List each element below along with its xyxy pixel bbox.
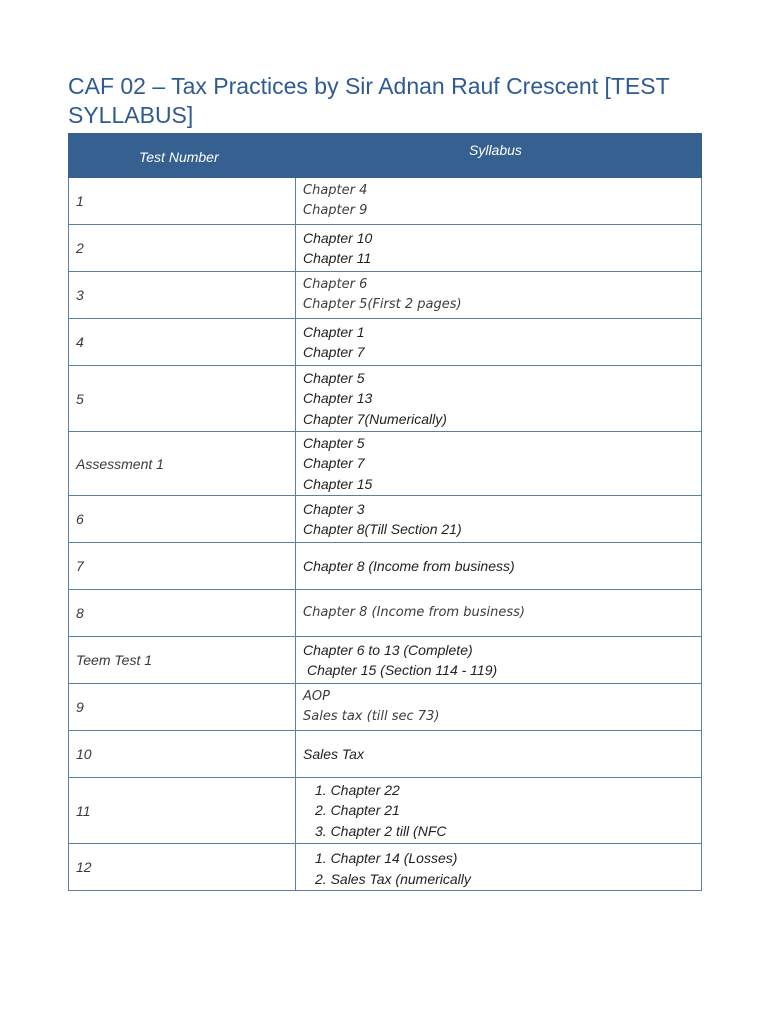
table-row: [69, 432, 702, 496]
syllabus-cell: [296, 178, 702, 225]
syllabus-cell: [296, 319, 702, 366]
syllabus-line: Chapter 7: [303, 344, 365, 360]
table-row: [69, 731, 702, 778]
table-row: [69, 637, 702, 684]
syllabus-cell: [296, 496, 702, 543]
syllabus-line: Chapter 15: [303, 475, 373, 492]
table-row: [69, 319, 702, 366]
numbered-list-item: 2. Sales Tax (numerically: [315, 870, 471, 887]
syllabus-line: Chapter 13: [303, 390, 373, 407]
test-number-cell: 12: [69, 844, 296, 891]
test-number-cell: 6: [69, 496, 296, 543]
syllabus-line: Chapter 8 (Income from business): [303, 557, 515, 574]
test-number-cell: 10: [69, 731, 296, 778]
syllabus-line: Chapter 15 (Section 114 - 119): [307, 662, 498, 678]
syllabus-line: Sales tax (till sec 73): [303, 709, 440, 724]
syllabus-line: Chapter 8 (Income from business): [303, 604, 525, 620]
table-row: [69, 778, 702, 844]
syllabus-cell: [296, 684, 702, 731]
syllabus-line: Chapter 7(Numerically): [303, 410, 447, 427]
table-row: [69, 543, 702, 590]
syllabus-line: Chapter 5: [303, 369, 365, 386]
table-row: [69, 178, 702, 225]
syllabus-cell: [296, 844, 702, 891]
test-number-cell: 2: [69, 225, 296, 272]
table-row: [69, 496, 702, 543]
document-title: CAF 02 – Tax Practices by Sir Adnan Rauf Crescent [TEST SYLLABUS]: [68, 73, 670, 128]
syllabus-line: Chapter 5: [303, 434, 365, 451]
syllabus-line: Chapter 7: [303, 455, 365, 472]
syllabus-cell: [296, 543, 702, 590]
numbered-list-item: 1. Chapter 14 (Losses): [315, 850, 458, 866]
syllabus-line: Chapter 6 to 13 (Complete): [303, 641, 473, 658]
syllabus-line: Chapter 1: [303, 323, 365, 340]
syllabus-cell: [296, 272, 702, 319]
header-syllabus: Syllabus: [296, 134, 702, 178]
table-row: [69, 366, 702, 432]
test-number-cell: 4: [69, 319, 296, 366]
syllabus-line: AOP: [303, 688, 330, 704]
test-number-cell: Teem Test 1: [69, 637, 296, 684]
test-number-cell: 7: [69, 543, 296, 590]
numbered-list-item: 2. Chapter 21: [315, 802, 400, 819]
numbered-list-item: 3. Chapter 2 till (NFC: [315, 822, 447, 839]
table-row: [69, 684, 702, 731]
syllabus-cell: [296, 366, 702, 432]
test-number-cell: Assessment 1: [69, 432, 296, 496]
test-number-cell: 1: [69, 178, 296, 225]
syllabus-cell: [296, 432, 702, 496]
table-row: [69, 225, 702, 272]
test-number-cell: 8: [69, 590, 296, 637]
numbered-list-item: 1. Chapter 22: [315, 781, 400, 798]
syllabus-cell: [296, 731, 702, 778]
syllabus-table: [68, 133, 702, 891]
syllabus-cell: [296, 225, 702, 272]
table-row: [69, 844, 702, 891]
table-row: [69, 590, 702, 637]
syllabus-cell: [296, 637, 702, 684]
syllabus-line: Chapter 3: [303, 500, 365, 517]
syllabus-line: Sales Tax: [303, 745, 364, 762]
syllabus-cell: [296, 590, 702, 637]
syllabus-line: Chapter 11: [303, 250, 372, 266]
syllabus-line: Chapter 8(Till Section 21): [303, 521, 462, 537]
syllabus-line: Chapter 5(First 2 pages): [303, 297, 462, 312]
syllabus-cell: [296, 778, 702, 844]
test-number-cell: 11: [69, 778, 296, 844]
syllabus-line: Chapter 9: [303, 203, 368, 218]
test-number-cell: 5: [69, 366, 296, 432]
syllabus-line: Chapter 4: [303, 182, 368, 198]
test-number-cell: 9: [69, 684, 296, 731]
table-row: [69, 272, 702, 319]
test-number-cell: 3: [69, 272, 296, 319]
header-test-number: Test Number: [69, 134, 296, 178]
table-header-row: [69, 134, 702, 178]
syllabus-line: Chapter 6: [303, 276, 368, 292]
syllabus-line: Chapter 10: [303, 229, 373, 246]
